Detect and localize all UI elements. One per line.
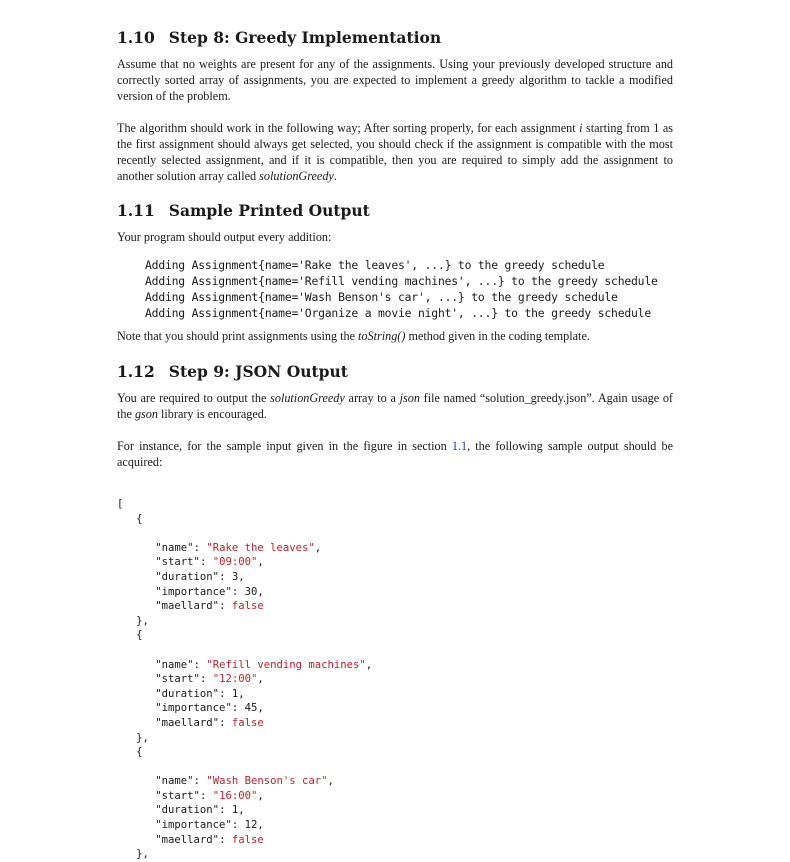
paragraph-tostring-note — [117, 328, 677, 344]
json-key: "name" — [155, 775, 194, 788]
json-open-bracket — [117, 497, 372, 512]
json-key: "maellard" — [155, 716, 220, 729]
json-field-line — [117, 541, 372, 556]
json-field-line — [117, 774, 372, 789]
json-brace: { — [136, 512, 143, 525]
json-comma: , — [257, 702, 264, 715]
json-brace: { — [136, 746, 143, 759]
text-run: library is encouraged. — [157, 407, 267, 421]
json-value: "Refill vending machines" — [206, 658, 366, 671]
json-comma: , — [257, 789, 264, 802]
json-key: "maellard" — [155, 833, 220, 846]
paragraph-algorithm-description — [117, 120, 673, 184]
json-object-close — [117, 731, 372, 746]
json-object-open — [117, 745, 372, 760]
json-object-open — [117, 512, 372, 527]
json-value: false — [231, 600, 264, 613]
text-run: array to a — [344, 391, 400, 405]
json-key: "duration" — [155, 570, 220, 583]
json-comma: , — [257, 585, 264, 598]
json-value: 12 — [244, 819, 258, 832]
json-key: "maellard" — [155, 600, 220, 613]
text-run: . — [333, 169, 337, 183]
section-number: 1.11 — [117, 201, 155, 220]
text-run: starting from 1 as the first assignment should always get selected, you should check if the assignment is compatible with the most recently selected assignment, and if it is compatible, then you are required to simply add the assignment to another solution array called — [117, 121, 673, 183]
json-key: "name" — [155, 541, 194, 554]
json-field-line — [117, 789, 372, 804]
json-field-line — [117, 555, 372, 570]
json-colon: : — [219, 600, 232, 613]
json-colon: : — [219, 833, 232, 846]
section-heading-sample-printed-output — [117, 201, 370, 221]
json-comma: , — [365, 658, 373, 671]
json-colon: : — [199, 789, 213, 802]
emphasis-tostring: toString() — [358, 329, 406, 343]
json-comma: , — [238, 687, 245, 700]
emphasis-json: json — [399, 391, 420, 405]
json-key: "importance" — [155, 585, 232, 598]
json-value: false — [231, 716, 264, 729]
json-value: 45 — [244, 702, 258, 715]
json-blank-line — [117, 643, 372, 658]
json-comma: , — [257, 556, 264, 569]
section-heading-json-output — [117, 362, 348, 382]
text-run: Note that you should print assignments using the — [117, 329, 359, 343]
json-field-line — [117, 716, 372, 731]
json-blank-line — [117, 760, 372, 775]
math-variable-i: i — [579, 121, 583, 135]
text-run: The algorithm should work in the following way; After sorting properly, for each assignment — [117, 121, 580, 135]
json-comma: , — [257, 673, 264, 686]
json-value: 1 — [231, 804, 239, 817]
emphasis-gson: gson — [134, 407, 158, 421]
json-key: "start" — [155, 556, 200, 569]
json-key: "duration" — [155, 804, 220, 817]
json-key: "duration" — [155, 687, 220, 700]
json-comma: , — [257, 819, 264, 832]
json-comma: , — [238, 570, 245, 583]
json-field-line — [117, 672, 372, 687]
json-brace: }, — [136, 848, 149, 861]
json-value: "12:00" — [212, 673, 258, 686]
json-colon: : — [193, 658, 207, 671]
emphasis-solution-greedy: solutionGreedy — [259, 169, 334, 183]
section-number: 1.12 — [117, 362, 155, 381]
paragraph-output-every-addition: Your program should output every addition: — [117, 230, 332, 244]
json-brace: { — [136, 629, 143, 642]
text-run: For instance, for the sample input given in the figure in section — [117, 439, 452, 453]
json-comma: , — [314, 541, 322, 554]
json-key: "name" — [155, 658, 194, 671]
json-colon: : — [199, 673, 213, 686]
section-heading-greedy-implementation — [117, 28, 441, 48]
emphasis-solution-greedy: solutionGreedy — [270, 391, 345, 405]
code-line: Adding Assignment{name='Wash Benson's car', ...} to the greedy schedule — [145, 290, 618, 304]
code-line: Adding Assignment{name='Refill vending machines', ...} to the greedy schedule — [145, 274, 658, 288]
json-colon: : — [193, 541, 207, 554]
json-brace: }, — [136, 731, 149, 744]
printed-output-code-block — [145, 257, 658, 321]
json-field-line — [117, 687, 372, 702]
json-value: 30 — [244, 585, 258, 598]
section-title: Step 8: Greedy Implementation — [168, 28, 442, 47]
json-key: "start" — [155, 673, 200, 686]
json-brace: }, — [136, 614, 149, 627]
json-colon: : — [219, 804, 232, 817]
json-output-code-block — [117, 497, 372, 862]
json-field-line — [117, 701, 372, 716]
json-value: "16:00" — [212, 789, 258, 802]
json-blank-line — [117, 526, 372, 541]
json-value: 3 — [231, 570, 239, 583]
json-object-open — [117, 628, 372, 643]
text-run: file named “solution_greedy.json”. Again usage of the — [117, 391, 673, 421]
json-colon: : — [219, 687, 232, 700]
json-colon: : — [219, 716, 232, 729]
section-number: 1.10 — [117, 28, 155, 47]
json-comma: , — [238, 804, 245, 817]
json-key: "start" — [155, 789, 200, 802]
section-reference-link[interactable]: 1.1 — [451, 439, 468, 453]
json-value: 1 — [231, 687, 239, 700]
paragraph-no-weights: Assume that no weights are present for any of the assignments. Using your previously developed structure and correctly sorted array of assignments, you are expected to implement a greedy algorithm to tackle a modified version of the problem. — [117, 57, 673, 103]
json-colon: : — [231, 819, 245, 832]
json-field-line — [117, 658, 372, 673]
json-field-line — [117, 833, 372, 848]
json-field-line — [117, 585, 372, 600]
json-key: "importance" — [155, 819, 232, 832]
text-run: method given in the coding template. — [405, 329, 590, 343]
json-field-line — [117, 570, 372, 585]
code-line: Adding Assignment{name='Rake the leaves', ...} to the greedy schedule — [145, 258, 605, 272]
json-comma: , — [327, 775, 334, 788]
section-title: Sample Printed Output — [168, 201, 370, 220]
json-field-line — [117, 803, 372, 818]
paragraph-sample-output-intro — [117, 438, 673, 470]
json-value: "09:00" — [212, 556, 258, 569]
json-colon: : — [199, 556, 213, 569]
text-run: , the following sample output should be acquired: — [117, 439, 673, 469]
json-value: false — [231, 833, 264, 846]
json-colon: : — [231, 702, 245, 715]
text-run: You are required to output the — [117, 391, 271, 405]
json-object-close — [117, 847, 372, 862]
json-field-line — [117, 818, 372, 833]
json-value: "Rake the leaves" — [206, 541, 315, 554]
json-value: "Wash Benson's car" — [206, 775, 328, 788]
paragraph-json-file — [117, 390, 673, 422]
json-colon: : — [219, 570, 232, 583]
json-colon: : — [231, 585, 245, 598]
json-object-close — [117, 614, 372, 629]
json-bracket: [ — [117, 498, 124, 510]
code-line: Adding Assignment{name='Organize a movie night', ...} to the greedy schedule — [145, 306, 651, 320]
json-key: "importance" — [155, 702, 232, 715]
json-field-line — [117, 599, 372, 614]
json-colon: : — [193, 775, 207, 788]
section-title: Step 9: JSON Output — [168, 362, 348, 381]
